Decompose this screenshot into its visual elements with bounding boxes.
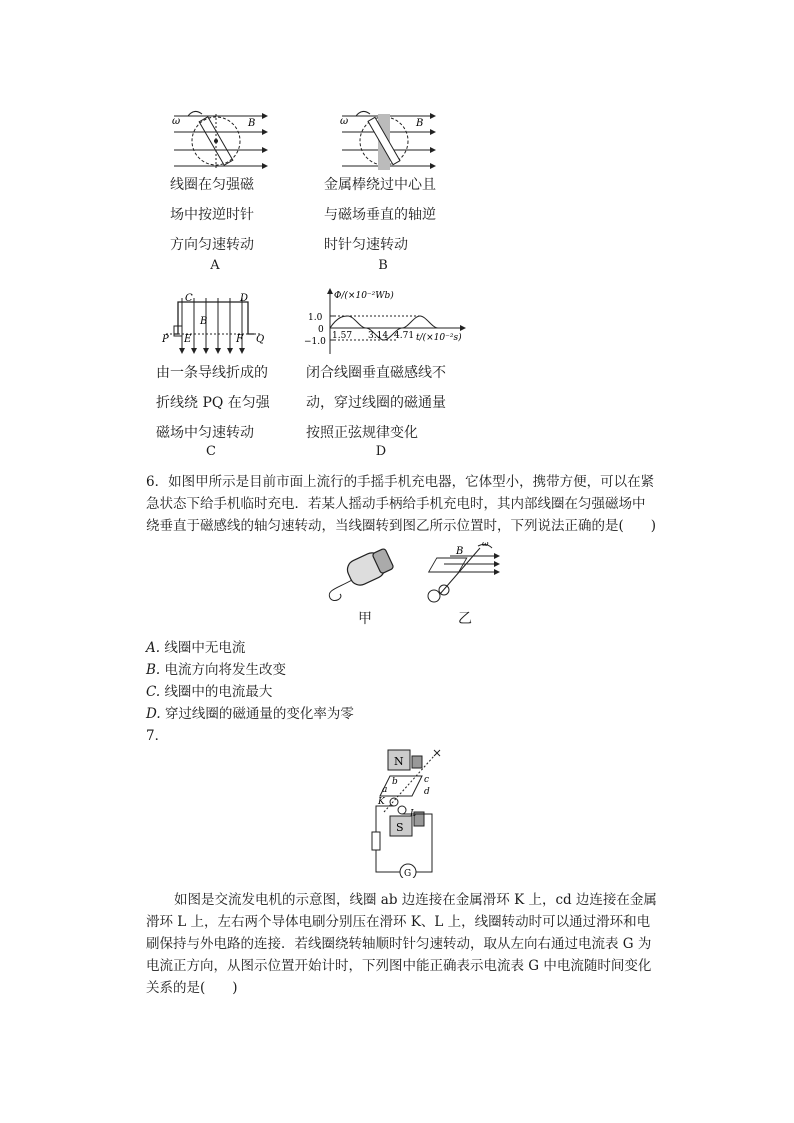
figure-a-caption-1: 线圈在匀强磁 bbox=[170, 177, 254, 193]
label-d: d bbox=[424, 787, 430, 797]
figure-c-caption-2: 折线绕 PQ 在匀强 bbox=[156, 395, 270, 411]
charger-figure-jia bbox=[318, 548, 404, 604]
figure-c-caption-1: 由一条导线折成的 bbox=[156, 365, 268, 381]
q6-option-c[interactable]: C. 线圈中的电流最大 bbox=[146, 684, 273, 700]
y-tick-1: 1.0 bbox=[308, 313, 323, 323]
q6-option-b[interactable]: B. 电流方向将发生改变 bbox=[146, 662, 287, 678]
label-f: F bbox=[236, 334, 243, 345]
figure-c-diagram bbox=[160, 292, 270, 354]
coil-figure-yi bbox=[420, 542, 500, 606]
figure-yi-label: 乙 bbox=[458, 611, 472, 627]
label-b: B bbox=[200, 316, 208, 327]
b-field-label: B bbox=[248, 118, 256, 129]
b-label: B bbox=[456, 546, 464, 557]
y-tick-0: 0 bbox=[318, 325, 324, 335]
figure-a-caption-3: 方向匀速转动 bbox=[170, 237, 254, 253]
figure-d-letter: D bbox=[375, 444, 387, 459]
figure-d-caption-1: 闭合线圈垂直磁感线不 bbox=[306, 365, 446, 381]
label-c: c bbox=[424, 775, 430, 785]
question-7-number: 7． bbox=[146, 728, 169, 744]
omega-label: ω bbox=[482, 542, 489, 548]
question-6-text: 6．如图甲所示是目前市面上流行的手摇手机充电器，它体型小，携带方便，可以在紧急状态下给手机临时充电．若某人摇动手柄给手机充电时，其内部线圈在匀强磁场中绕垂直于磁感线的轴匀速转动，当线圈转到图乙所示位置时，下列说法正确的是( ) bbox=[146, 474, 657, 534]
label-l: L bbox=[410, 809, 416, 819]
y-tick-neg1: −1.0 bbox=[304, 337, 326, 347]
s-pole-label: S bbox=[396, 821, 404, 834]
b-field-label: B bbox=[416, 118, 424, 129]
question-7-text: 如图是交流发电机的示意图，线圈 ab 边连接在金属滑环 K 上，cd 边连接在金属滑环 L 上，左右两个导体电刷分别压在滑环 K、L 上，线圈转动时可以通过滑环和电刷保持与外电路的连接．若线圈绕转轴顺时针匀速转动，取从左向右通过电流表 G 为电流正方向，从图示位置开始计时，下列图中能正确表示电流表 G 中电流随时间变化关系的是( ) bbox=[146, 892, 657, 996]
q6-option-a[interactable]: A. 线圈中无电流 bbox=[146, 640, 246, 656]
q6-option-d[interactable]: D. 穿过线圈的磁通量的变化率为零 bbox=[146, 706, 354, 722]
label-c: C bbox=[185, 293, 193, 304]
galvanometer-label: G bbox=[404, 869, 412, 878]
figure-b-caption-1: 金属棒绕过中心且 bbox=[324, 177, 436, 193]
x-tick-3: 4.71 bbox=[394, 331, 415, 341]
x-axis-label: t/(×10⁻²s) bbox=[416, 333, 462, 343]
figure-b-caption-3: 时针匀速转动 bbox=[324, 237, 408, 253]
figure-a-caption-2: 场中按逆时针 bbox=[170, 207, 254, 223]
figure-b-letter: B bbox=[378, 258, 388, 273]
label-p: P bbox=[162, 334, 169, 345]
figure-a-letter: A bbox=[210, 258, 220, 273]
label-q: Q bbox=[256, 334, 265, 345]
n-pole-label: N bbox=[394, 755, 404, 768]
omega-label: ω bbox=[340, 116, 349, 127]
figure-a-diagram bbox=[170, 110, 270, 172]
figure-c-letter: C bbox=[206, 444, 216, 459]
figure-d-graph bbox=[300, 288, 480, 358]
label-b: b bbox=[392, 777, 398, 787]
label-k: K bbox=[378, 797, 385, 807]
x-tick-1: 1.57 bbox=[332, 331, 353, 341]
figure-b-caption-2: 与磁场垂直的轴逆 bbox=[324, 207, 436, 223]
label-e: E bbox=[184, 334, 192, 345]
label-a: a bbox=[382, 785, 388, 795]
figure-d-caption-3: 按照正弦规律变化 bbox=[306, 425, 418, 441]
y-axis-label: Φ/(×10⁻²Wb) bbox=[334, 291, 394, 301]
omega-label: ω bbox=[172, 116, 181, 127]
figure-c-caption-3: 磁场中匀速转动 bbox=[156, 425, 254, 441]
x-tick-2: 3.14 bbox=[368, 331, 389, 341]
figure-d-caption-2: 动，穿过线圈的磁通量 bbox=[306, 395, 446, 411]
figure-jia-label: 甲 bbox=[358, 611, 372, 627]
label-d: D bbox=[240, 293, 249, 304]
ac-generator-diagram bbox=[364, 746, 464, 878]
figure-b-diagram bbox=[338, 110, 438, 172]
